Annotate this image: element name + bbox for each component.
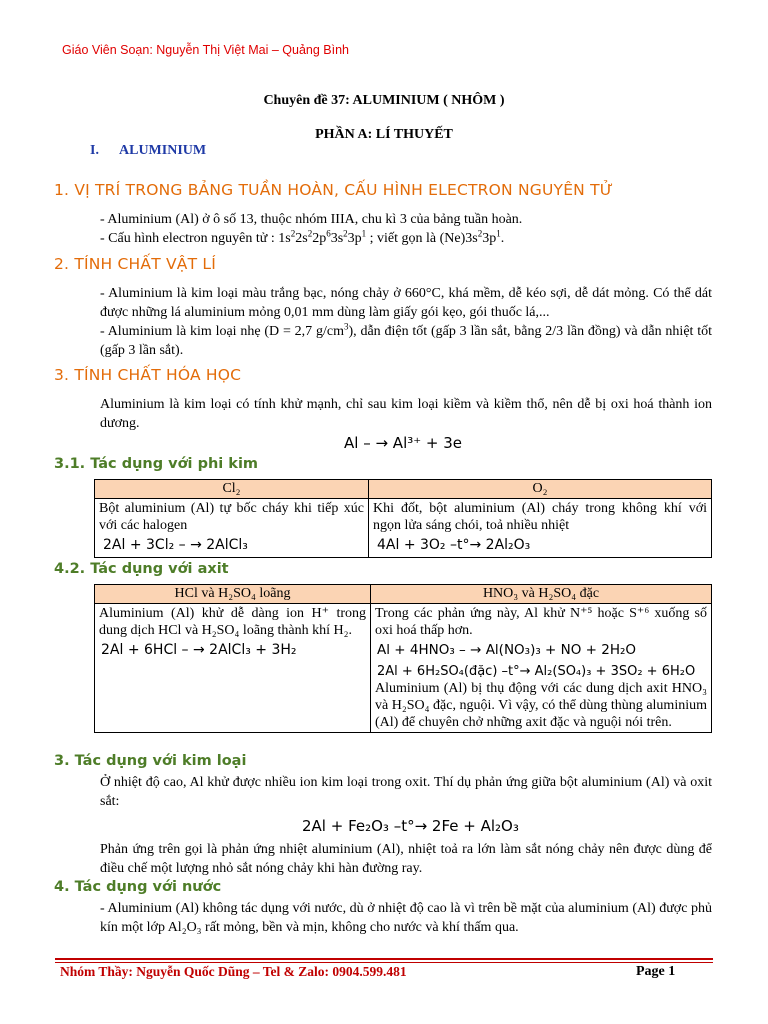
- table-cell-o2: Khi đốt, bột aluminium (Al) cháy trong không khí với ngọn lửa sáng chói, toả nhiều nhiệt 4Al + 3O₂ –t°→ 2Al₂O₃: [369, 499, 712, 558]
- roman-number: I.: [90, 143, 99, 158]
- section-3-1-heading: 3.1. Tác dụng với phi kim: [54, 456, 259, 472]
- document-title: Chuyên đề 37: ALUMINIUM ( NHÔM ): [263, 93, 505, 108]
- part-title: PHẦN A: LÍ THUYẾT: [315, 127, 453, 142]
- roman-heading: [90, 143, 206, 159]
- table-cell-conc-acid: Trong các phản ứng này, Al khử N⁺⁵ hoặc S⁺⁶ xuống số oxi hoá thấp hơn. Al + 4HNO₃ – → Al(NO₃)₃ + NO + 2H₂O 2Al + 6H₂SO₄(đặc) –t°→ Al₂(SO₄)₃ + 3SO₂ + 6H₂O Aluminium (Al) bị thụ động với các dung dịch axit HNO₃ và H₂SO₄ đặc, nguội. Vì vậy, có thể dùng thùng aluminium (Al) để chuyên chở những axit đặc và nguội nói trên.: [371, 604, 712, 733]
- section-1-line-2: - Cấu hình electron nguyên tử : $1s^22s^22p^63s^23p^1$ ; viết gọn là $(Ne)3s^23p^1$.: [100, 228, 505, 246]
- section-3-para: Aluminium là kim loại có tính khử mạnh, chỉ sau kim loại kiềm và kiềm thổ, nên dễ bị oxi hoá thành ion dương.: [100, 397, 712, 431]
- page-header-author: Giáo Viên Soạn: Nguyễn Thị Việt Mai – Quảng Bình: [62, 43, 349, 57]
- section-2-para-1: - Aluminium là kim loại màu trắng bạc, nóng chảy ở 660°C, khá mềm, dễ kéo sợi, dễ dát mỏng. Có thể dát được những lá aluminium mỏng 0,01 mm dùng làm giấy gói kẹo, gói thuốc lá,...: [100, 286, 712, 320]
- section-2-heading: 2. TÍNH CHẤT VẬT LÍ: [54, 255, 217, 273]
- footer-rule-thin: [55, 962, 713, 963]
- thermite-equation: 2Al + Fe₂O₃ –t°→ 2Fe + Al₂O₃: [302, 817, 519, 835]
- table-head-cl2: Cl₂: [95, 480, 369, 499]
- acid-table: [94, 584, 712, 733]
- nonmetal-table: [94, 479, 712, 558]
- equation-hcl: 2Al + 6HCl – → 2AlCl₃ + 3H₂: [101, 642, 297, 658]
- section-1-body: [100, 210, 712, 248]
- equation-hno3: Al + 4HNO₃ – → Al(NO₃)₃ + NO + 2H₂O: [377, 642, 637, 658]
- equation-o2: 4Al + 3O₂ –t°→ 2Al₂O₃: [377, 537, 531, 553]
- section-1-heading: 1. VỊ TRÍ TRONG BẢNG TUẦN HOÀN, CẤU HÌNH ELECTRON NGUYÊN TỬ: [54, 181, 614, 199]
- oxidation-equation: Al – → Al³⁺ + 3e: [344, 434, 463, 452]
- section-1-line-1: - Aluminium (Al) ở ô số 13, thuộc nhóm IIIA, chu kì 3 của bảng tuần hoàn.: [100, 212, 523, 227]
- table-head-conc-acid: HNO₃ và H₂SO₄ đặc: [371, 585, 712, 604]
- equation-cl2: 2Al + 3Cl₂ – → 2AlCl₃: [103, 537, 248, 553]
- table-head-dilute-acid: HCl và H₂SO₄ loãng: [95, 585, 371, 604]
- section-water-para: - Aluminium (Al) không tác dụng với nước, dù ở nhiệt độ cao là vì trên bề mặt của aluminium (Al) được phủ kín một lớp Al₂O₃ rất mỏng, bền và mịn, không cho nước và khí thấm qua.: [100, 901, 712, 935]
- section-4-2-heading: 4.2. Tác dụng với axit: [54, 561, 229, 577]
- equation-h2so4: 2Al + 6H₂SO₄(đặc) –t°→ Al₂(SO₄)₃ + 3SO₂ + 6H₂O: [377, 664, 696, 679]
- footer-contact: Nhóm Thầy: Nguyễn Quốc Dũng – Tel & Zalo: 0904.599.481: [60, 964, 407, 979]
- section-3-heading: 3. TÍNH CHẤT HÓA HỌC: [54, 366, 242, 384]
- section-water-heading: 4. Tác dụng với nước: [54, 879, 222, 895]
- section-2-body: [100, 284, 712, 360]
- roman-label: ALUMINIUM: [119, 143, 207, 158]
- section-metal-para-2: Phản ứng trên gọi là phản ứng nhiệt aluminium (Al), nhiệt toả ra lớn làm sắt nóng chảy nên được dùng để điều chế một lượng nhỏ sắt nóng chảy khi hàn đường ray.: [100, 842, 712, 876]
- footer-rule-thick: [55, 958, 713, 960]
- page-number: Page 1: [636, 964, 676, 979]
- section-2-para-2: - Aluminium là kim loại nhẹ (D = 2,7 $g/cm^3$), dẫn điện tốt (gấp 3 lần sắt, bằng 2/3 lần đồng) và dẫn nhiệt tốt (gấp 3 lần sắt).: [100, 321, 713, 358]
- section-metal-heading: 3. Tác dụng với kim loại: [54, 753, 247, 769]
- table-cell-dilute-acid: Aluminium (Al) khử dễ dàng ion H⁺ trong dung dịch HCl và H₂SO₄ loãng thành khí H₂. 2Al + 6HCl – → 2AlCl₃ + 3H₂: [95, 604, 371, 733]
- table-head-o2: O₂: [369, 480, 712, 499]
- table-cell-cl2: Bột aluminium (Al) tự bốc cháy khi tiếp xúc với các halogen 2Al + 3Cl₂ – → 2AlCl₃: [95, 499, 369, 558]
- section-metal-para: Ở nhiệt độ cao, Al khử được nhiều ion kim loại trong oxit. Thí dụ phản ứng giữa bột aluminium (Al) và oxit sắt:: [100, 775, 712, 809]
